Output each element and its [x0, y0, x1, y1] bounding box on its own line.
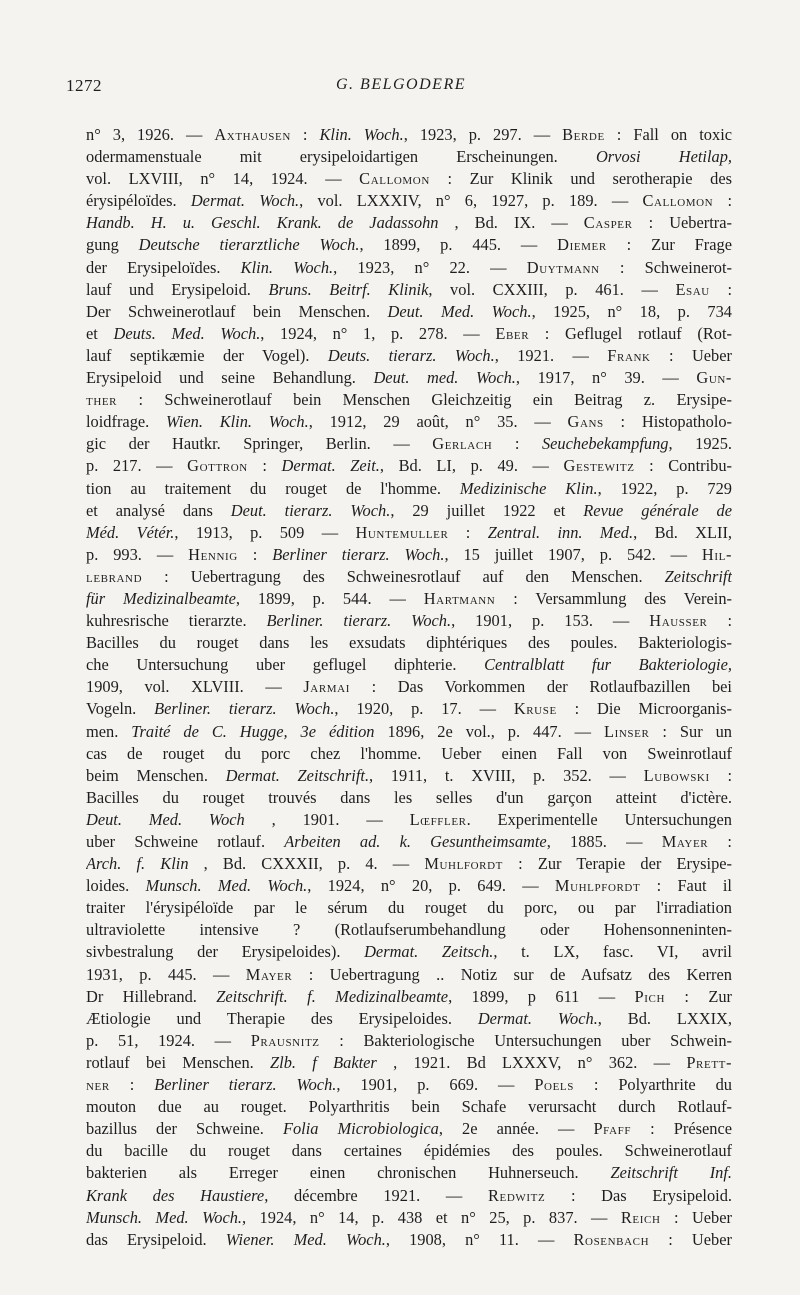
text-run: , 1901. —	[244, 809, 410, 829]
journal-title: Folia Microbiologica	[282, 1119, 439, 1139]
text-run: : Geflugel rotlauf (Rot-	[529, 323, 732, 343]
text-run: kuhresrische tierarzte.	[86, 611, 267, 631]
author-name: Prett-	[686, 1052, 732, 1072]
text-line	[86, 698, 732, 720]
text-run: , 1899, p. 544. —	[235, 588, 424, 608]
journal-title: Deuts. Med. Woch.	[113, 323, 261, 343]
text-run: men.	[86, 721, 132, 741]
author-name: Frank	[607, 345, 651, 365]
text-run: , 2e année. —	[438, 1119, 594, 1139]
author-name: ther	[86, 390, 118, 410]
text-line	[86, 676, 732, 698]
text-run: : Ueber	[650, 345, 732, 365]
text-run: das Erysipeloid.	[86, 1229, 226, 1249]
text-run: , 1924, n° 14, p. 438 et n° 25, p. 837. —	[242, 1207, 621, 1227]
author-name: Esau	[675, 279, 710, 299]
text-run: rotlauf bei Menschen.	[86, 1052, 271, 1072]
journal-title: Zentral. inn. Med.	[487, 522, 634, 542]
text-run: 1896, 2e vol., p. 447. —	[374, 721, 605, 741]
text-line	[86, 787, 732, 809]
author-name: Rosenbach	[573, 1229, 650, 1249]
text-line	[86, 831, 732, 853]
text-run: érysipéloïdes.	[86, 191, 191, 211]
text-run: , Bd. LXXIX,	[597, 1008, 732, 1028]
text-line	[86, 1162, 732, 1184]
journal-title: Berliner. tierarz. Woch.	[266, 611, 452, 631]
text-line	[86, 897, 732, 919]
text-line	[86, 1118, 732, 1140]
text-line	[86, 433, 732, 455]
text-run: , 1912, 29 août, n° 35. —	[308, 412, 568, 432]
text-line	[86, 610, 732, 632]
text-run: der Erysipeloïdes.	[86, 257, 241, 277]
text-line	[86, 588, 732, 610]
author-name: Mayer	[245, 964, 293, 984]
text-run: , 1908, n° 11. —	[385, 1229, 574, 1249]
text-run: : Présence	[631, 1119, 732, 1139]
text-line	[86, 1052, 732, 1074]
author-name: Jarmai	[303, 677, 350, 697]
text-run: : Ueber	[660, 1207, 732, 1227]
text-run: , 1923, n° 22. —	[333, 257, 527, 277]
text-run: , 1924, n° 1, p. 278. —	[260, 323, 496, 343]
journal-title: Dermat. Zeitsch.	[364, 942, 494, 962]
author-name: Gans	[567, 412, 604, 432]
text-run: , vol. CXXIII, p. 461. —	[428, 279, 676, 299]
text-run: 1931, p. 445. —	[86, 964, 246, 984]
text-line	[86, 919, 732, 941]
text-run: :	[290, 125, 320, 144]
text-run: mouton due au rouget. Polyarthritis bein Schafe verursacht durch Rotlauf-	[86, 1097, 732, 1117]
text-line	[86, 1229, 732, 1251]
author-name: Casper	[583, 213, 633, 233]
text-run: Bacilles du rouget dans les exsudats diphtériques des poules. Bakteriologis-	[86, 633, 732, 653]
journal-title: Arbeiten ad. k. Gesuntheimsamte	[284, 832, 547, 851]
author-name: Duytmann	[526, 257, 600, 277]
text-line	[86, 721, 732, 743]
text-run: , Bd. IX. —	[438, 213, 584, 233]
journal-title: Munsch. Med. Woch.	[145, 876, 308, 896]
journal-title: Klin. Woch.	[319, 125, 404, 144]
text-run: 1909, vol. XLVIII. —	[86, 677, 304, 697]
journal-title: Deut. tierarz. Woch.	[230, 500, 391, 520]
journal-title: Seuchebekampfung	[541, 434, 669, 454]
text-run: : Zur Frage	[606, 235, 732, 255]
text-line	[86, 212, 732, 234]
text-run: , 1925.	[668, 434, 732, 454]
text-run: , vol. LXXXIV, n° 6, 1927, p. 189. —	[299, 191, 643, 211]
text-run: loidfrage.	[86, 412, 167, 432]
author-name: Eber	[495, 323, 530, 343]
author-name: Linser	[604, 721, 650, 741]
text-line	[86, 809, 732, 831]
journal-title: Berliner tierarz. Woch.	[154, 1075, 337, 1095]
text-line	[86, 279, 732, 301]
text-run: :	[708, 832, 732, 851]
text-run: :	[247, 456, 282, 476]
journal-title: Bruns. Beitrf. Klinik	[268, 279, 429, 299]
text-run: lauf septikæmie der Vogel).	[86, 345, 328, 365]
journal-title: Deut. Med. Woch.	[387, 301, 532, 321]
text-run: , Bd. XLII,	[633, 522, 732, 542]
text-run: : Zur	[665, 986, 732, 1006]
text-line	[86, 323, 732, 345]
journal-title: Arch. f. Klin	[86, 854, 189, 874]
text-run: : Zur Terapie der Erysipe-	[502, 854, 732, 874]
journal-title: Traité de C. Hugge, 3e édition	[131, 721, 375, 741]
journal-title: Dermat. Woch.	[477, 1008, 598, 1028]
text-line	[86, 257, 732, 279]
text-run: vol. LXVIII, n° 14, 1924. —	[86, 169, 360, 189]
journal-title: Berliner. tierarz. Woch.	[154, 699, 335, 719]
text-line	[86, 875, 732, 897]
text-line	[86, 345, 732, 367]
text-line	[86, 301, 732, 323]
text-run: : Das Vorkommen der Rotlaufbazillen bei	[349, 677, 732, 697]
author-name: Berde	[562, 125, 605, 144]
text-run: , Bd. LI, p. 49. —	[379, 456, 564, 476]
text-run: Ætiologie und Therapie des Erysipeloides.	[86, 1008, 478, 1028]
journal-title: Zlb. f Bakter	[270, 1052, 377, 1072]
text-run: beim Menschen.	[86, 765, 226, 785]
text-run: , 1911, t. XVIII, p. 352. —	[369, 765, 644, 785]
journal-title: Méd. Vétér.	[86, 522, 175, 542]
journal-title: Deut. Med. Woch	[86, 809, 245, 829]
text-run: : Uebertra-	[632, 213, 732, 233]
text-run: , 1913, p. 509 —	[174, 522, 356, 542]
text-run: : Versammlung des Verein-	[495, 588, 732, 608]
text-run: , 1901, p. 669. —	[336, 1075, 535, 1095]
text-line	[86, 168, 732, 190]
journal-title: Dermat. Woch.	[190, 191, 300, 211]
author-name: lebrand	[86, 566, 143, 586]
text-line	[86, 124, 732, 146]
journal-title: Zeitschrift	[664, 566, 732, 586]
author-name: Pich	[634, 986, 666, 1006]
text-run: . Experimentelle Untersuchungen	[466, 809, 732, 829]
running-head: G. BELGODERE	[336, 76, 466, 93]
text-run: :	[492, 434, 542, 454]
text-run: n° 3, 1926. —	[86, 125, 215, 144]
text-line	[86, 1074, 732, 1096]
page-number: 1272	[66, 76, 102, 95]
text-run: : Bakteriologische Untersuchungen uber Schwein-	[319, 1030, 732, 1050]
text-run: , 1899, p. 445. —	[359, 235, 558, 255]
journal-title: Berliner tierarz. Woch.	[272, 544, 445, 564]
text-run: lauf und Erysipeloid.	[86, 279, 269, 299]
text-run: bakterien als Erreger einen chronischen Huhnerseuch.	[86, 1163, 611, 1183]
journal-title: Deutsche tierarztliche Woch.	[138, 235, 360, 255]
journal-title: Revue générale de	[583, 500, 732, 520]
text-line	[86, 853, 732, 875]
text-run: :	[448, 522, 488, 542]
journal-title: Zeitschrift. f. Medizinalbeamte	[216, 986, 449, 1006]
journal-title: Wien. Klin. Woch.	[166, 412, 309, 432]
text-run: uber Schweine rotlauf.	[86, 832, 285, 851]
text-run: : Uebertragung des Schweinesrotlauf auf den Menschen.	[142, 566, 665, 586]
text-line	[86, 566, 732, 588]
text-line	[86, 941, 732, 963]
text-line	[86, 478, 732, 500]
text-run: : Zur Klinik und serotherapie des	[429, 169, 732, 189]
text-line	[86, 1185, 732, 1207]
text-line	[86, 411, 732, 433]
author-name: Lœffler	[409, 809, 467, 829]
journal-title: Zeitschrift Inf.	[610, 1163, 732, 1183]
author-name: Lubowski	[643, 765, 710, 785]
author-name: Redwitz	[487, 1185, 546, 1205]
text-line	[86, 234, 732, 256]
text-run: Bacilles du rouget trouvés dans les selles d'un garçon atteint d'ictère.	[86, 787, 732, 807]
author-name: Muhlpfordt	[554, 876, 641, 896]
text-line	[86, 500, 732, 522]
author-name: Mayer	[661, 832, 709, 851]
text-run: gung	[86, 235, 139, 255]
text-run: : Contribu-	[634, 456, 732, 476]
text-run: , 29 juillet 1922 et	[390, 500, 584, 520]
author-name: Poels	[534, 1075, 574, 1095]
text-line	[86, 455, 732, 477]
text-run: , 1924, n° 20, p. 649. —	[307, 876, 555, 896]
text-run: Erysipeloid und seine Behandlung.	[86, 368, 374, 388]
author-name: Gestewitz	[563, 456, 635, 476]
journal-title: für Medizinalbeamte	[86, 588, 236, 608]
text-run: :	[109, 1075, 155, 1095]
text-run: , 1921. Bd LXXXV, n° 362. —	[376, 1052, 687, 1072]
text-run: p. 51, 1924. —	[86, 1030, 251, 1050]
text-run: : Fall on toxic	[604, 125, 732, 144]
text-run: :	[707, 611, 732, 631]
text-run: :	[237, 544, 273, 564]
journal-title: Deut. med. Woch.	[373, 368, 516, 388]
text-run: , 1921. —	[494, 345, 608, 365]
journal-title: Deuts. tierarz. Woch.	[327, 345, 495, 365]
text-run: cas de rouget du porc chez l'homme. Ueber einen Fall von Sweinrotlauf	[86, 743, 732, 763]
text-run: Der Schweinerotlauf bein Menschen.	[86, 301, 388, 321]
text-run: : Faut il	[640, 876, 732, 896]
journal-title: Dermat. Zeitschrift.	[225, 765, 370, 785]
author-name: Gottron	[187, 456, 248, 476]
text-run: :	[713, 191, 732, 211]
text-run: : Uebertragung .. Notiz sur de Aufsatz des Kerren	[292, 964, 732, 984]
text-run: du bacille du rouget dans certaines épidémies des poules. Schweinerotlauf	[86, 1141, 732, 1161]
author-name: Diemer	[557, 235, 607, 255]
text-run: : Polyarthrite du	[573, 1075, 732, 1095]
text-run: , 1901, p. 153. —	[451, 611, 650, 631]
text-line	[86, 986, 732, 1008]
text-line	[86, 765, 732, 787]
text-run: tion au traitement du rouget de l'homme.	[86, 478, 460, 498]
text-run: : Schweinerotlauf bein Menschen Gleichzeitig ein Beitrag z. Erysipe-	[117, 390, 732, 410]
text-line	[86, 743, 732, 765]
text-run: , 1917, n° 39. —	[515, 368, 697, 388]
text-run: sivbestralung der Erysipeloides).	[86, 942, 365, 962]
text-line	[86, 654, 732, 676]
text-run: : Die Microorganis-	[556, 699, 732, 719]
journal-title: Wiener. Med. Woch.	[225, 1229, 386, 1249]
text-run: : Sur un	[649, 721, 732, 741]
text-run: bazillus der Schweine.	[86, 1119, 283, 1139]
text-line	[86, 389, 732, 411]
author-name: Callomon	[359, 169, 430, 189]
text-line	[86, 544, 732, 566]
author-name: Gerlach	[432, 434, 493, 454]
author-name: Muhlfordt	[424, 854, 503, 874]
text-run: che Untersuchung uber geflugel diphterie.	[86, 655, 485, 675]
text-run: et analysé dans	[86, 500, 231, 520]
author-name: Pfaff	[593, 1119, 632, 1139]
author-name: Huntemuller	[355, 522, 449, 542]
author-name: Kruse	[513, 699, 557, 719]
text-line	[86, 964, 732, 986]
author-name: Hausser	[649, 611, 708, 631]
text-run: : Schweinerot-	[599, 257, 732, 277]
text-run: et	[86, 323, 114, 343]
text-line	[86, 632, 732, 654]
text-run: gic der Hautkr. Springer, Berlin. —	[86, 434, 433, 454]
author-name: ner	[86, 1075, 110, 1095]
journal-title: Krank des Haustiere	[86, 1185, 265, 1205]
journal-title: Medizinische Klin.	[459, 478, 598, 498]
page-header	[66, 76, 736, 102]
text-run: , t. LX, fasc. VI, avril	[493, 942, 732, 962]
journal-title: Orvosi Hetilap,	[595, 147, 732, 167]
text-line	[86, 190, 732, 212]
text-run: , 1899, p 611 —	[448, 986, 635, 1006]
text-run: , 1925, n° 18, p. 734	[531, 301, 732, 321]
text-run: : Das Erysipeloid.	[545, 1185, 732, 1205]
journal-title: Centralblatt fur Bakteriologie,	[484, 655, 732, 675]
text-run: Dr Hillebrand.	[86, 986, 217, 1006]
text-line	[86, 522, 732, 544]
author-name: Callomon	[642, 191, 714, 211]
journal-title: Dermat. Zeit.	[281, 456, 380, 476]
text-line	[86, 1207, 732, 1229]
text-line	[86, 146, 732, 168]
text-line	[86, 1140, 732, 1162]
text-run: , 1923, p. 297. —	[403, 125, 563, 144]
text-run: , 1920, p. 17. —	[334, 699, 514, 719]
text-run: : Histopatholo-	[603, 412, 732, 432]
journal-title: Klin. Woch.	[240, 257, 334, 277]
author-name: Gun-	[696, 368, 732, 388]
author-name: Reich	[620, 1207, 661, 1227]
text-run: Vogeln.	[86, 699, 155, 719]
author-name: Hartmann	[423, 588, 496, 608]
text-run: , 1885. —	[546, 832, 662, 851]
text-run: loides.	[86, 876, 146, 896]
author-name: Axthausen	[214, 125, 291, 144]
text-run: odermamenstuale mit erysipeloidartigen Erscheinungen.	[86, 147, 596, 167]
text-line	[86, 1096, 732, 1118]
text-run: , 15 juillet 1907, p. 542. —	[444, 544, 702, 564]
text-run: :	[709, 765, 732, 785]
journal-title: Handb. H. u. Geschl. Krank. de Jadassohn	[86, 213, 439, 233]
text-run: :	[709, 279, 732, 299]
text-run: , 1922, p. 729	[597, 478, 732, 498]
text-line	[86, 1008, 732, 1030]
text-run: p. 993. —	[86, 544, 189, 564]
author-name: Hennig	[188, 544, 238, 564]
text-line	[86, 367, 732, 389]
bibliography-text	[86, 124, 732, 1251]
text-run: ultraviolette intensive ? (Rotlaufserumbehandlung oder Hohensonneninten-	[86, 920, 732, 940]
text-line	[86, 1030, 732, 1052]
author-name: Prausnitz	[250, 1030, 320, 1050]
author-name: Hil-	[701, 544, 732, 564]
text-run: , Bd. CXXXII, p. 4. —	[188, 854, 425, 874]
text-run: traiter l'érysipéloïde par le sérum du rouget du porc, ou par l'irradiation	[86, 898, 732, 918]
text-run: p. 217. —	[86, 456, 188, 476]
text-run: : Ueber	[649, 1229, 732, 1249]
journal-title: Munsch. Med. Woch.	[86, 1207, 243, 1227]
text-run: , décembre 1921. —	[264, 1185, 488, 1205]
